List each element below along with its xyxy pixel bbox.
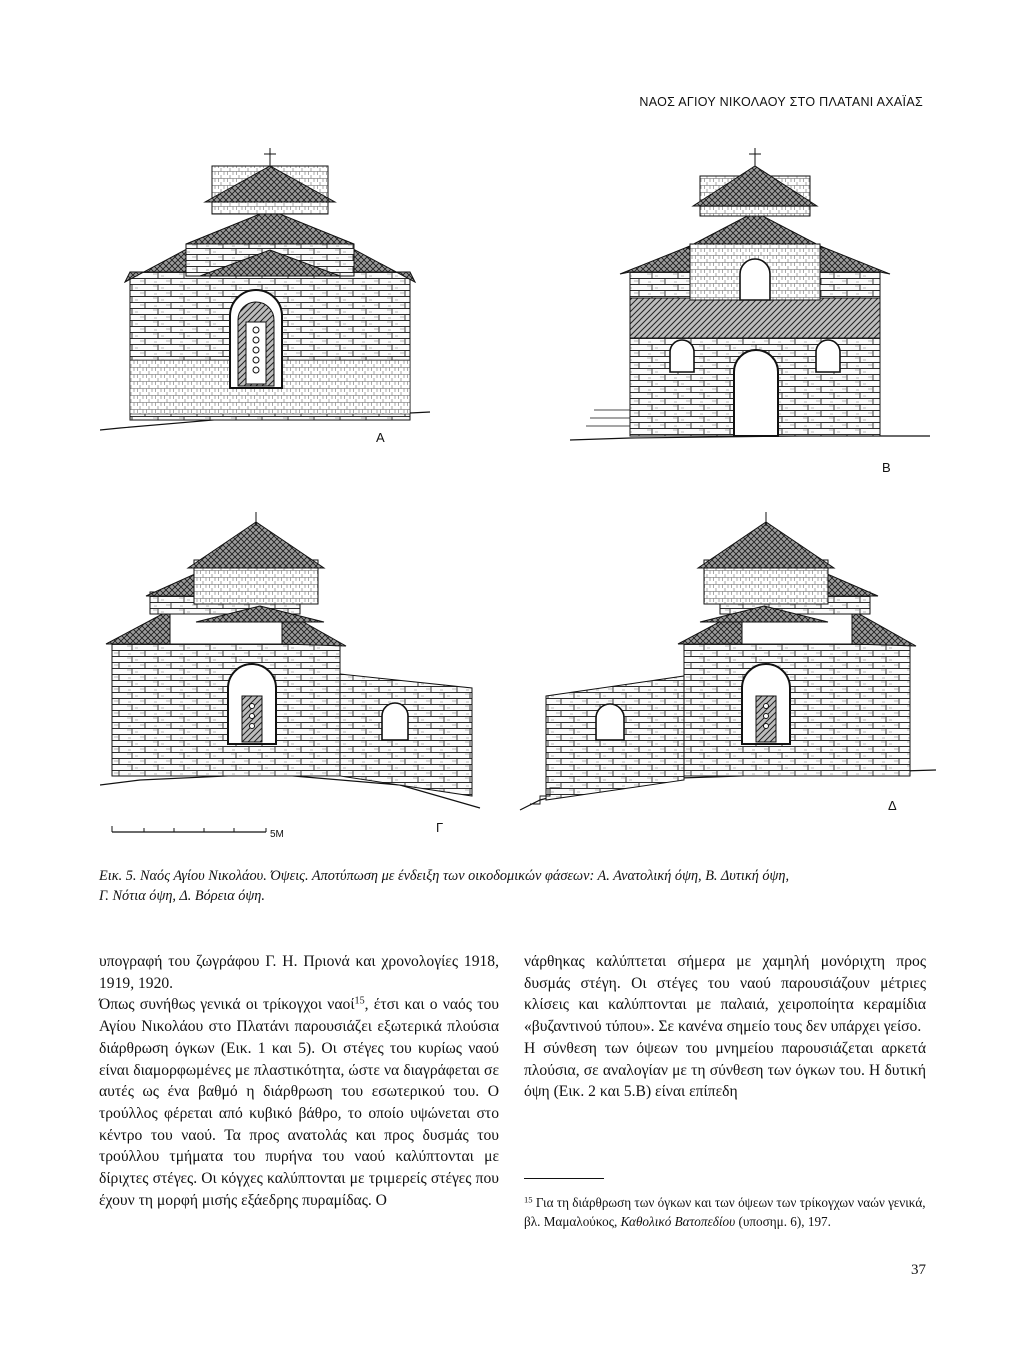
right-paragraph-1: νάρθηκας καλύπτεται σήμερα με χαμηλή μονόριχτη προς δυσμάς στέγη. Οι στέγες του ναού παρουσιάζουν μέτριες κλίσεις και καλύπτονται με παλαιά, χειροποίητα κεραμίδια «βυζαντινού τύπου». Σε κανένα σημείο τους δεν υπάρχει γείσο. (524, 953, 926, 1036)
footnote-text-b: (υποσημ. 6), 197. (735, 1214, 831, 1229)
elevation-c (100, 512, 480, 840)
left-paragraph-1: υπογραφή του ζωγράφου Γ. Η. Πριονά και χρονολογίες 1918, 1919, 1920. (99, 953, 499, 992)
caption-line-2: Γ. Νότια όψη, Δ. Βόρεια όψη. (99, 888, 265, 904)
left-paragraph-2 (99, 994, 499, 1211)
elevation-d (520, 512, 936, 813)
footnote-text-a: Για τη διάρθρωση των όγκων και των όψεων των τρίκογχων ναών γενικά, βλ. Μαμαλούκος, (524, 1195, 926, 1229)
figure-elevations (100, 140, 940, 860)
left-column (99, 951, 499, 1211)
footnote (524, 1193, 926, 1231)
left-p2-text-b: , έτσι και ο ναός του Αγίου Νικολάου στο Πλατάνι παρουσιάζει εξωτερικά πλούσια διάρθρωση όγκων (Εικ. 1 και 5). Οι στέγες του κυρίως ναού είναι διαμορφωμένες με πλαστικότητα, ώστε να διαγράφεται σε αυτές ως ένα βαθμό η διάρθρωση του εσωτερικού του. Ο τρούλλος φέρεται από κυβικό βάθρο, το οποίο υψώνεται στο κέντρο του ναού. Τα προς ανατολάς και προς δυσμάς του τρούλλου τμήματα του πυρήνα του ναού καλύπτονται με δίριχτες στέγες. Οι κόγχες καλύπτονται με τριμερείς στέγες που έχουν τη μορφή μισής εξάεδρης πυραμίδας. Ο (99, 996, 500, 1209)
label-d: Δ (888, 798, 897, 813)
label-a: Α (376, 430, 385, 445)
page-number: 37 (911, 1262, 926, 1278)
footnote-rule (524, 1178, 604, 1179)
label-b: Β (882, 460, 891, 475)
right-column (524, 951, 926, 1103)
footnote-ref-15[interactable]: 15 (354, 995, 365, 1007)
elevation-b (570, 148, 930, 475)
right-paragraph-2: Η σύνθεση των όψεων του μνημείου παρουσιάζεται αρκετά πλούσια, σε αναλογίαν με τη σύνθεση των όγκων του. Η δυτική όψη (Εικ. 2 και 5.Β) είναι επίπεδη (524, 1039, 926, 1101)
running-head: ΝΑΟΣ ΑΓΙΟΥ ΝΙΚΟΛΑΟΥ ΣΤΟ ΠΛΑΤΑΝΙ ΑΧΑΪΑΣ (639, 95, 923, 109)
label-c: Γ (436, 820, 444, 835)
caption-line-1: Εικ. 5. Ναός Αγίου Νικολάου. Όψεις. Αποτύπωση με ένδειξη των οικοδομικών φάσεων: Α. Ανατολική όψη, Β. Δυτική όψη, (99, 868, 790, 884)
footnote-number: 15 (524, 1194, 533, 1205)
footnote-title: Καθολικό Βατοπεδίου (620, 1214, 736, 1229)
left-p2-text-a: Όπως συνήθως γενικά οι τρίκογχοι ναοί (99, 996, 355, 1014)
scale-label: 5M (270, 829, 284, 840)
elevation-a (100, 148, 430, 445)
figure-caption (99, 866, 925, 906)
